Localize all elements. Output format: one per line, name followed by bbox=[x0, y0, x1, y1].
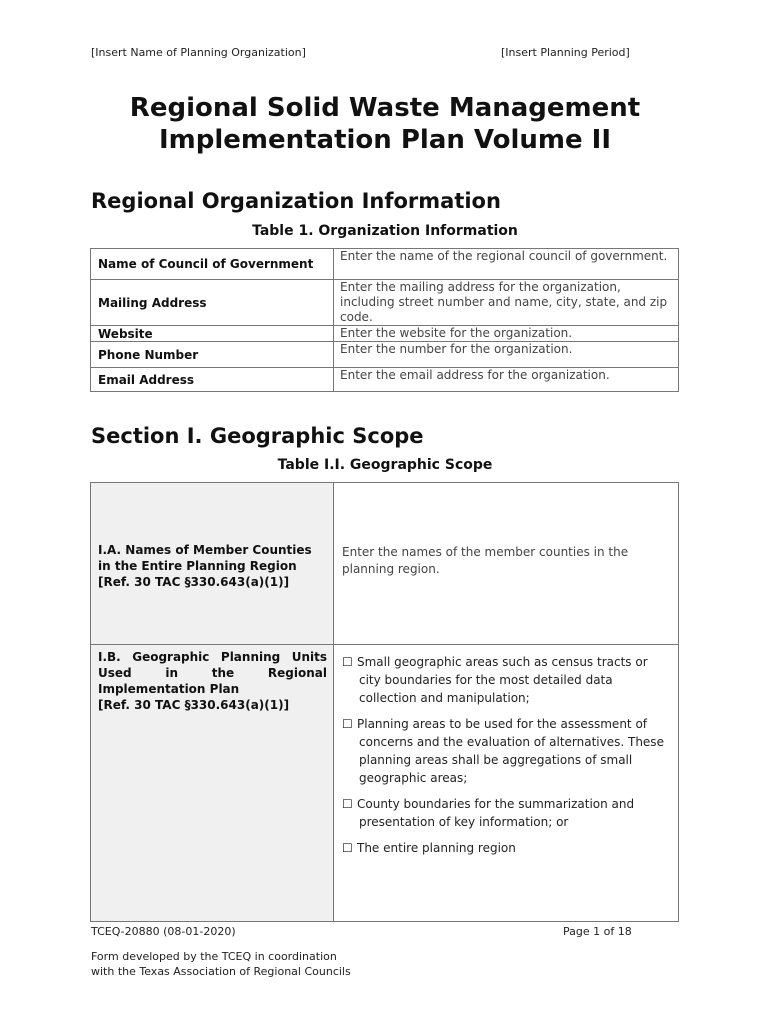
table-row-council-name bbox=[91, 249, 678, 280]
website-field[interactable]: Enter the website for the organization. bbox=[340, 326, 573, 340]
label-line: in the Entire Planning Region bbox=[98, 559, 297, 573]
member-counties-label bbox=[98, 542, 327, 590]
footer-note-line: with the Texas Association of Regional Councils bbox=[91, 965, 351, 978]
row-label: Mailing Address bbox=[91, 280, 334, 325]
option-text: Planning areas to be used for the assessment of bbox=[357, 717, 648, 731]
table-row-website bbox=[91, 326, 678, 342]
organization-info-table bbox=[90, 248, 679, 392]
table-row-phone bbox=[91, 342, 678, 368]
checkbox[interactable]: ☐ bbox=[342, 717, 353, 731]
header-planning-organization: [Insert Name of Planning Organization] bbox=[91, 46, 306, 59]
label-text: I.B. Geographic Planning Units Used in the Regional Implementation Plan bbox=[98, 650, 327, 696]
option-text-continued: presentation of key information; or bbox=[359, 815, 569, 829]
checkbox[interactable]: ☐ bbox=[342, 655, 353, 669]
table-row-email bbox=[91, 368, 678, 391]
section-heading-geographic-scope: Section I. Geographic Scope bbox=[91, 424, 424, 448]
table-caption-organization: Table 1. Organization Information bbox=[252, 223, 518, 239]
mailing-address-field[interactable]: Enter the mailing address for the organization, including street number and name, city, state, and zip code. bbox=[340, 280, 668, 324]
footer-note bbox=[91, 949, 351, 979]
footer-note-line: Form developed by the TCEQ in coordination bbox=[91, 950, 337, 963]
row-divider bbox=[91, 644, 678, 645]
option-text-continued: city boundaries for the most detailed data collection and manipulation; bbox=[359, 673, 613, 705]
planning-unit-option-planning-areas bbox=[342, 715, 672, 787]
form-id: TCEQ-20880 (08-01-2020) bbox=[91, 925, 236, 938]
planning-units-label bbox=[98, 649, 327, 713]
table-row-mailing-address bbox=[91, 280, 678, 326]
option-text-continued: concerns and the evaluation of alternatives. These planning areas shall be aggregations of small geographic areas; bbox=[359, 735, 664, 785]
planning-unit-option-entire-region bbox=[342, 839, 672, 857]
option-text: Small geographic areas such as census tracts or bbox=[357, 655, 648, 669]
option-text: County boundaries for the summarization and bbox=[357, 797, 635, 811]
page-number: Page 1 of 18 bbox=[563, 925, 632, 938]
title-line-1: Regional Solid Waste Management bbox=[129, 93, 641, 123]
row-label: Phone Number bbox=[91, 342, 334, 367]
planning-unit-option-small-areas bbox=[342, 653, 672, 707]
planning-unit-option-county-boundaries bbox=[342, 795, 672, 831]
document-title bbox=[0, 92, 770, 156]
geographic-scope-table bbox=[90, 482, 679, 922]
option-text: The entire planning region bbox=[357, 841, 516, 855]
section-heading-organization: Regional Organization Information bbox=[91, 189, 501, 213]
checkbox[interactable]: ☐ bbox=[342, 841, 353, 855]
email-address-field[interactable]: Enter the email address for the organization. bbox=[340, 368, 610, 382]
title-line-2: Implementation Plan Volume II bbox=[158, 125, 612, 155]
checkbox[interactable]: ☐ bbox=[342, 797, 353, 811]
row-label: Name of Council of Government bbox=[91, 249, 334, 279]
row-label: Website bbox=[91, 326, 334, 341]
member-counties-field[interactable]: Enter the names of the member counties in the planning region. bbox=[342, 545, 629, 576]
label-reference: [Ref. 30 TAC §330.643(a)(1)] bbox=[98, 575, 290, 589]
phone-number-field[interactable]: Enter the number for the organization. bbox=[340, 342, 573, 356]
row-label: Email Address bbox=[91, 368, 334, 391]
table-caption-geographic-scope: Table I.I. Geographic Scope bbox=[277, 457, 493, 473]
label-reference: [Ref. 30 TAC §330.643(a)(1)] bbox=[98, 698, 290, 712]
council-name-field[interactable]: Enter the name of the regional council of government. bbox=[340, 249, 668, 263]
header-planning-period: [Insert Planning Period] bbox=[501, 46, 630, 59]
label-line: I.A. Names of Member Counties bbox=[98, 543, 312, 557]
